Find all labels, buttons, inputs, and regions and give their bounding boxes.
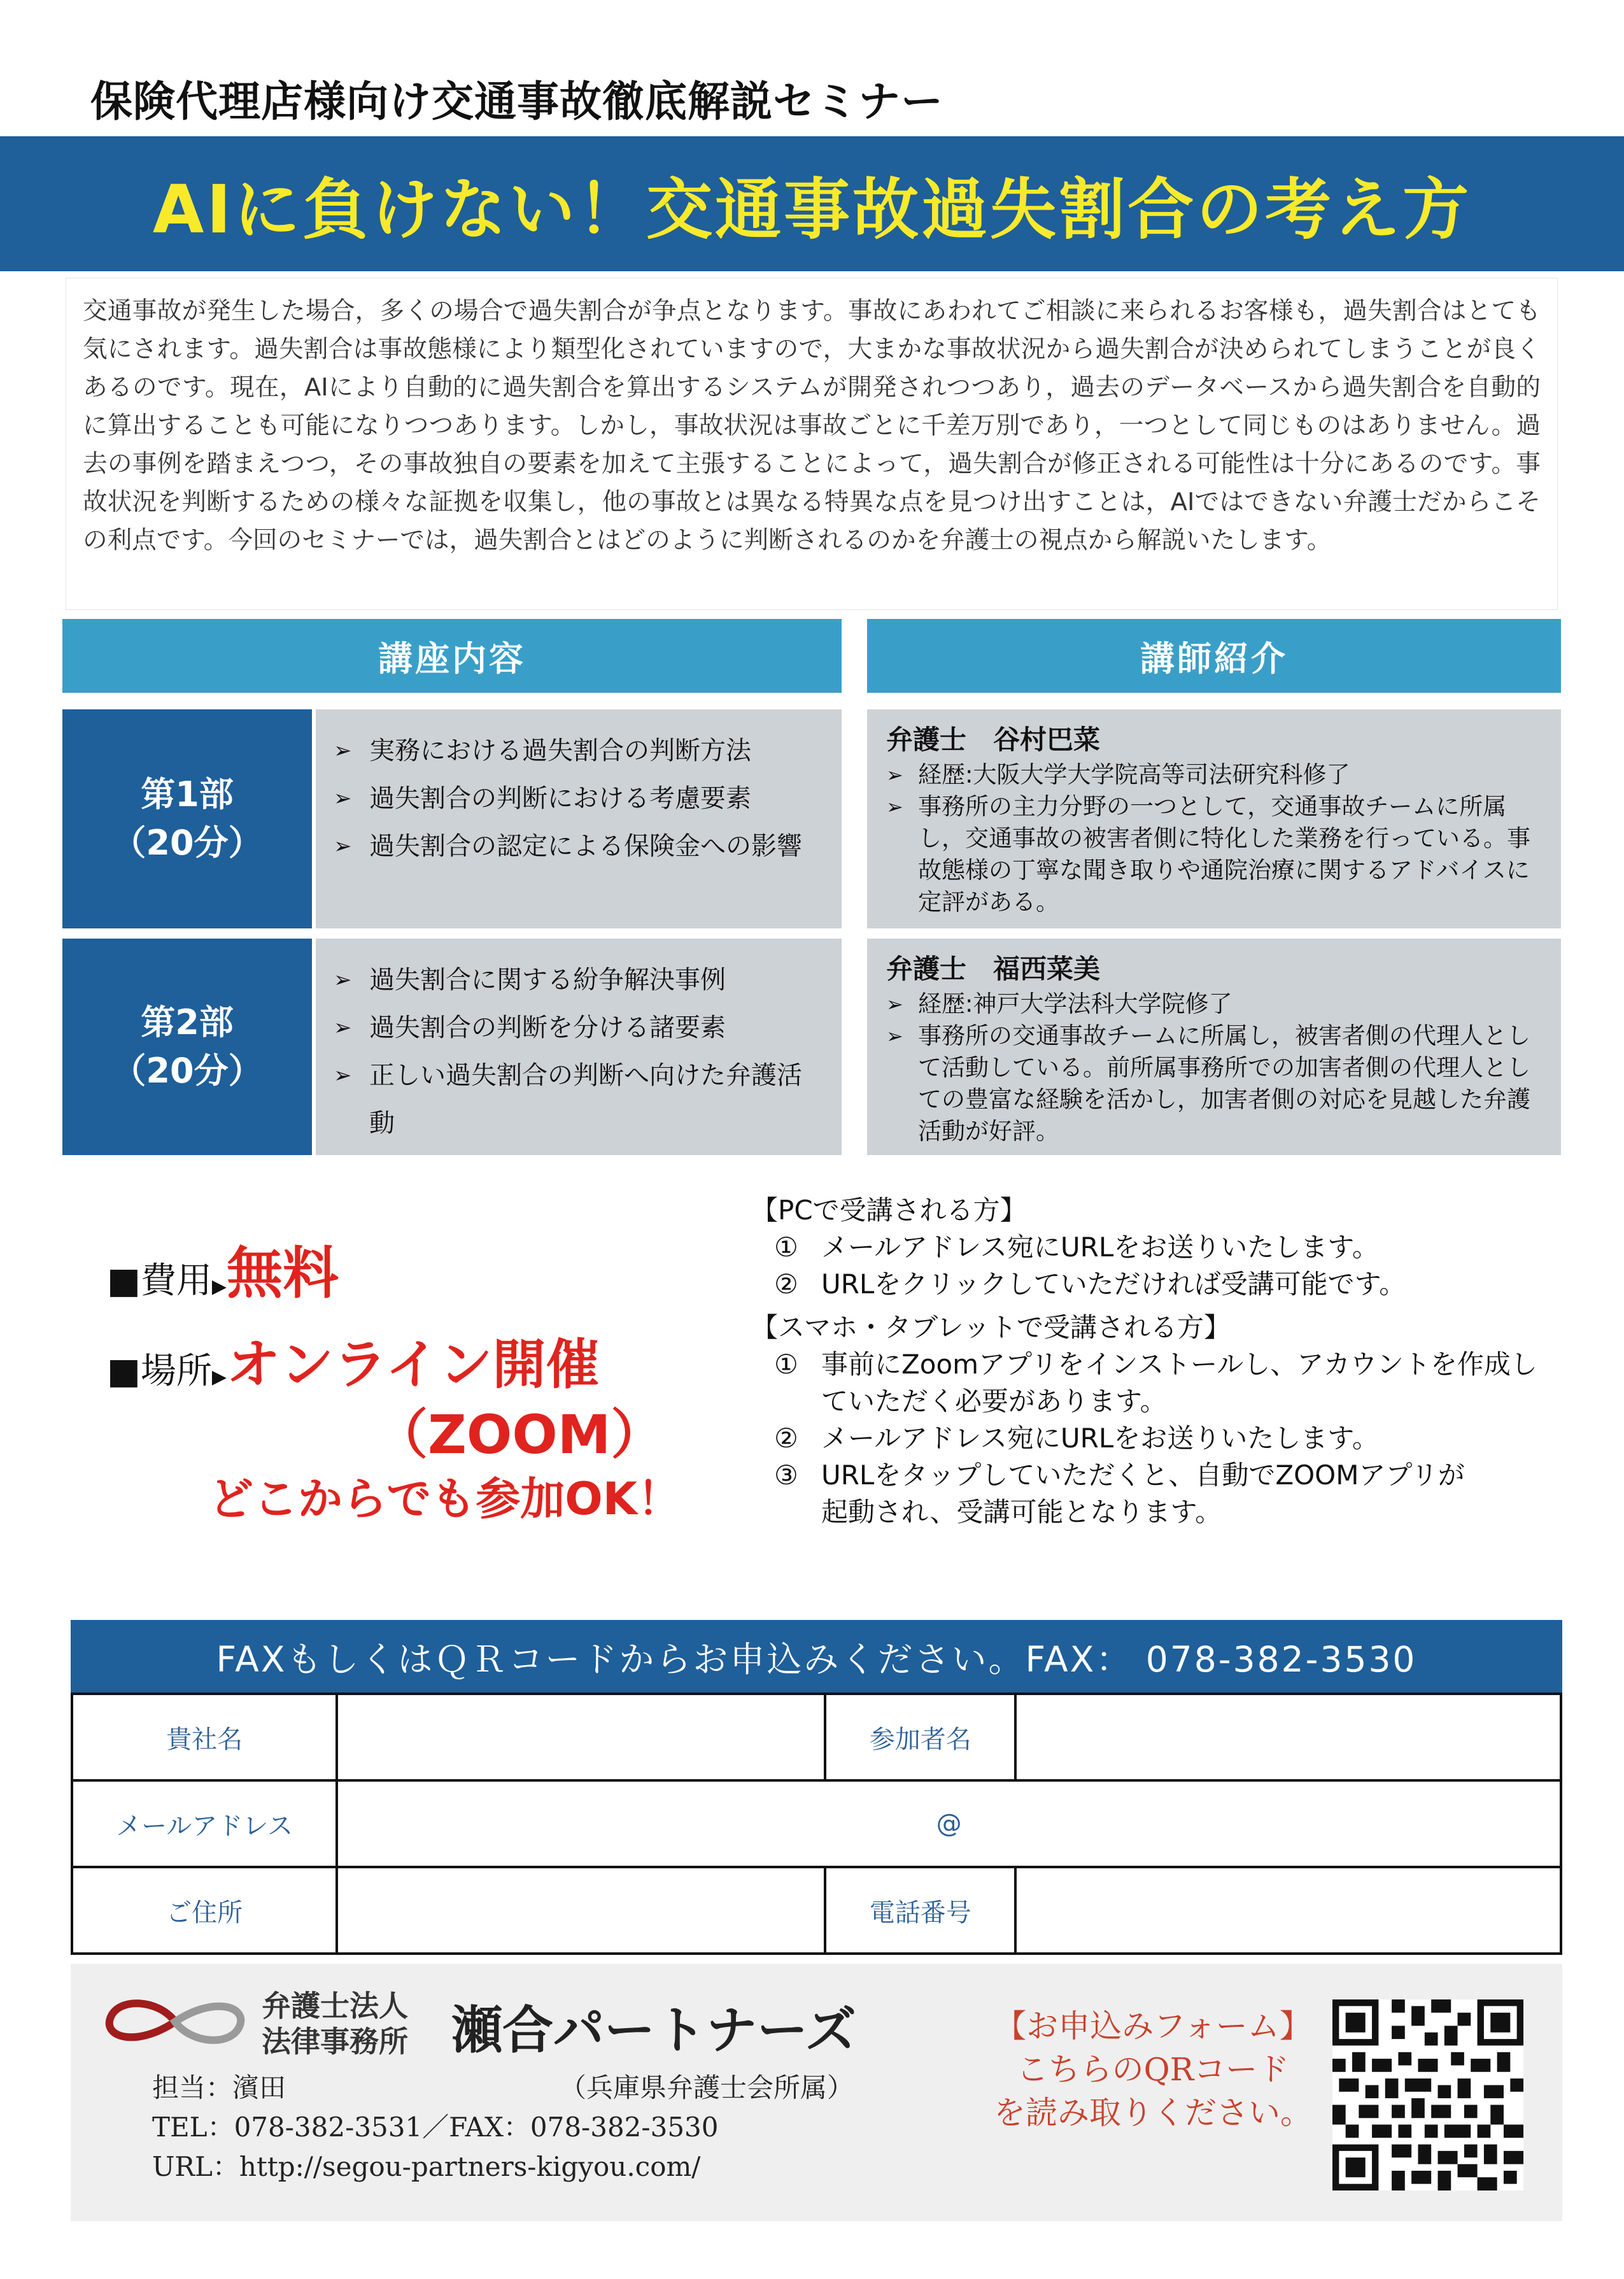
place-zoom: （ZOOM） [374,1403,665,1466]
course-header: 講座内容 [62,619,842,693]
list-item: ➢ 過失割合の判断における考慮要素 [334,775,823,823]
part-1-name: 第1部 [141,774,234,814]
intro-box [66,278,1558,610]
part-2-content [316,939,842,1155]
list-item: ➢ 実務における過失割合の判断方法 [334,727,823,775]
part-1-list [334,727,823,870]
email-field[interactable] [337,1780,1561,1867]
participant-label: 参加者名 [825,1694,1016,1780]
part-1-duration: （20分） [111,823,263,863]
company-label: 貴社名 [72,1694,337,1780]
email-at: @ [936,1809,962,1838]
fee-line [107,1229,339,1309]
affiliation: （兵庫県弁護士会所属） [560,2072,854,2103]
arrow-icon: ▶ [211,1366,227,1388]
apply-note: 【お申込みフォーム】 こちらのQRコード を読み取りください。 [994,2008,1312,2131]
list-item: ➢ 正しい過失割合の判断へ向けた弁護活動 [334,1052,823,1147]
instructor-card-1 [867,709,1561,928]
part-2-list [334,956,823,1147]
instructor-card-2 [867,939,1561,1155]
application-form [71,1693,1562,1955]
firm-name: 瀬合パートナーズ [451,2001,856,2060]
bullet-arrow-icon: ➢ [886,763,903,787]
list-item: ① 事前にZoomアプリをインストールし、アカウントを作成していただく必要があります。 [774,1349,1537,1417]
participant-field[interactable] [1015,1694,1561,1780]
fee-value: 無料 [227,1240,339,1306]
list-item: ➢ 事務所の主力分野の一つとして，交通事故チームに所属し，交通事故の被害者側に特化した業務を行っている。事故態様の丁寧な聞き取りや通院治療に関するアドバイスに定評がある。 [886,791,1544,918]
phone-label: 電話番号 [825,1867,1016,1954]
part-1-content [316,709,842,928]
list-item: ➢ 事務所の交通事故チームに所属し，被害者側の代理人として活動している。前所属事務所での加害者側の代理人としての豊富な経験を活かし，加害者側の対応を見越した弁護活動が好評。 [886,1020,1544,1147]
footer [71,1964,1562,2221]
firm-type-1: 弁護士法人 [262,1989,408,2023]
bullet-arrow-icon: ➢ [886,1024,903,1048]
pc-title: 【PCで受講される方】 [751,1195,1027,1226]
part-2-duration: （20分） [111,1051,263,1091]
list-item: ➢ 過失割合に関する紛争解決事例 [334,956,823,1004]
tel-fax: TEL：078-382-3531／FAX：078-382-3530 [152,2112,719,2143]
bullet-arrow-icon: ➢ [334,967,352,993]
contact-person: 担当：濱田 [152,2072,286,2103]
arrow-icon: ▶ [211,1275,227,1298]
part-2-name: 第2部 [141,1002,234,1042]
list-item: ② URLをクリックしていただければ受講可能です。 [774,1268,1406,1300]
place-value: オンライン開催 [227,1333,600,1396]
qr-code-icon[interactable] [1332,1999,1523,2190]
email-label: メールアドレス [72,1780,337,1867]
firm-type-2: 法律事務所 [262,2024,408,2059]
fee-label: ■費用 [107,1260,212,1302]
list-item: ➢ 過失割合の認定による保険金への影響 [334,823,823,870]
bullet-arrow-icon: ➢ [334,834,352,859]
list-item: ➢ 経歴:神戸大学法科大学院修了 [886,988,1544,1020]
instructor-name: 弁護士 福西菜美 [886,953,1101,984]
seminar-title: AIに負けない！交通事故過失割合の考え方 [152,171,1472,248]
seminar-subtitle: 保険代理店様向け交通事故徹底解説セミナー [90,77,943,126]
sp-title: 【スマホ・タブレットで受講される方】 [751,1312,1231,1343]
part-1-label [62,709,312,928]
list-item: ➢ 過失割合の判断を分ける諸要素 [334,1004,823,1052]
bullet-arrow-icon: ➢ [334,1015,352,1040]
address-label: ご住所 [72,1867,337,1954]
bullet-arrow-icon: ➢ [334,786,352,811]
address-field[interactable] [337,1867,825,1954]
title-banner [0,136,1624,271]
list-item: ➢ 経歴:大阪大学大学院高等司法研究科修了 [886,759,1544,791]
fax-bar: FAXもしくはＱＲコードからお申込みください。FAX： 078-382-3530 [71,1620,1562,1693]
instructor-name: 弁護士 谷村巴菜 [886,724,1101,755]
list-item: ① メールアドレス宛にURLをお送りいたします。 [774,1232,1379,1263]
phone-field[interactable] [1015,1867,1561,1954]
list-item: ② メールアドレス宛にURLをお送りいたします。 [774,1423,1379,1454]
place-line [107,1322,599,1399]
bullet-arrow-icon: ➢ [334,738,352,763]
intro-text: 交通事故が発生した場合，多くの場合で過失割合が争点となります。事故にあわれてご相談に来られるお客様も，過失割合はとても気にされます。過失割合は事故態様により類型化されていますので，大まかな事故状況から過失割合が決められてしまうことが良くあるのです。現在，AIにより自動的に過失割合を算出するシステムが開発されつつあり，過去のデータベースから過失割合を自動的に算出することも可能になりつつあります。しかし，事故状況は事故ごとに千差万別であり，一つとして同じものはありません。過去の事例を踏まえつつ，その事故独自の要素を加えて主張することによって，過失割合が修正される可能性は十分にあるのです。事故状況を判断するための様々な証拠を収集し，他の事故とは異なる特異な点を見つけ出すことは，AIではできない弁護士だからこその利点です。今回のセミナーでは，過失割合とはどのように判断されるのかを弁護士の視点から解説いたします。 [83,297,1541,555]
website-url: URL：http://segou-partners-kigyou.com/ [152,2151,701,2182]
bullet-arrow-icon: ➢ [886,795,903,819]
howto-section [751,1192,1579,1531]
part-2-label [62,939,312,1155]
place-note: どこからでも参加OK！ [209,1473,682,1525]
firm-logo-icon [99,1993,251,2050]
instructor-header: 講師紹介 [867,619,1561,693]
list-item: ③ URLをタップしていただくと、自動でZOOMアプリが起動され、受講可能となります。 [774,1459,1465,1528]
bullet-arrow-icon: ➢ [886,992,903,1016]
bullet-arrow-icon: ➢ [334,1063,352,1088]
company-field[interactable] [337,1694,825,1780]
place-label: ■場所 [107,1351,212,1392]
